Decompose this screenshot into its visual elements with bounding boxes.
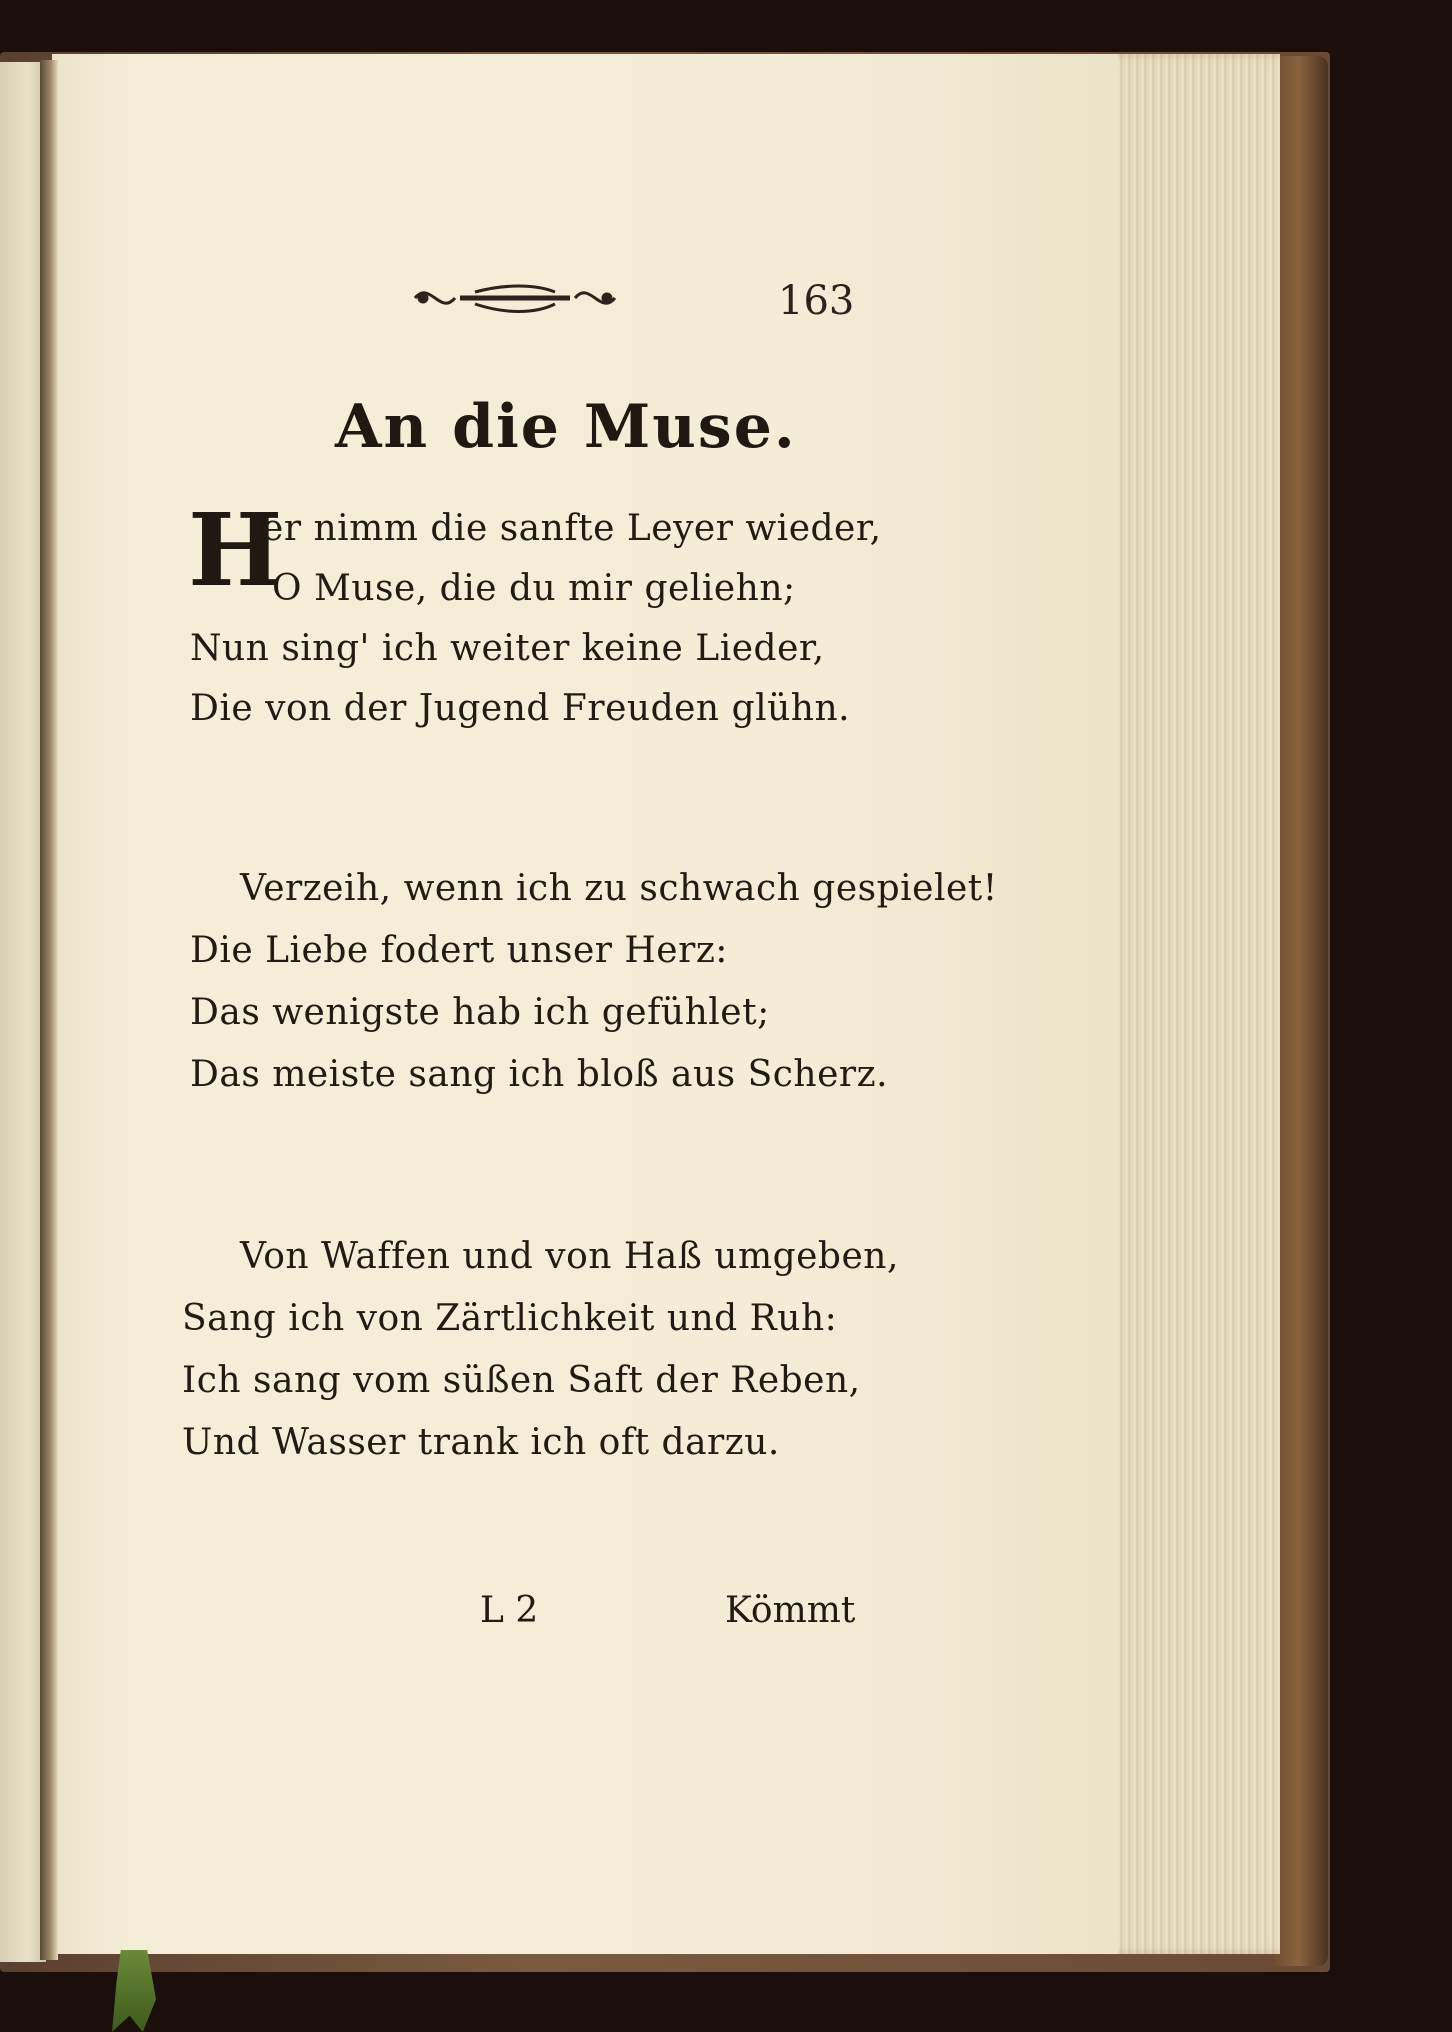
poem-title: An die Muse. [335,392,797,462]
verse-line: Nun sing' ich weiter keine Lieder, [190,628,825,669]
verse-line: Und Wasser trank ich oft darzu. [182,1422,780,1463]
verse-line: Sang ich von Zärtlichkeit und Ruh: [182,1298,838,1339]
verse-line: Ich sang vom süßen Saft der Reben, [182,1360,861,1401]
verse-line: Das meiste sang ich bloß aus Scherz. [190,1054,889,1095]
page-edges [1100,54,1280,1954]
verse-line: ier nimm die sanfte Leyer wieder, [250,508,882,549]
ornament-icon [405,270,625,326]
catchword: Kömmt [725,1590,856,1631]
drop-cap: H [188,491,283,609]
verse-line: Von Waffen und von Haß umgeben, [240,1236,899,1277]
verse-line: Die Liebe fodert unser Herz: [190,930,728,971]
page-number: 163 [778,278,855,324]
verse-line: Verzeih, wenn ich zu schwach gespielet! [240,868,998,909]
verse-line: O Muse, die du mir geliehn; [272,568,796,609]
verse-line: Das wenigste hab ich gefühlet; [190,992,770,1033]
signature-mark: L 2 [480,1590,539,1631]
verse-line: Die von der Jugend Freuden glühn. [190,688,851,729]
book-gutter [40,60,58,1960]
